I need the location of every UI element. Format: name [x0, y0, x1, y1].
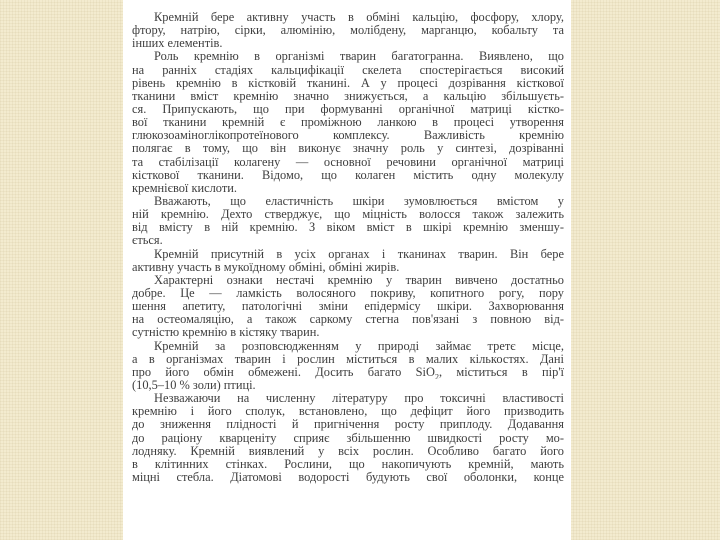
text-line: міцні стебла. Діатомові водорості будують свої оболонки, конце — [132, 470, 564, 484]
text-line: ся. Припускають, що при формуванні органічної матриці кістко- — [132, 102, 564, 116]
document-text — [132, 11, 564, 484]
text-line: Вважають, що еластичність шкіри зумовлюється вмістом у — [154, 194, 564, 208]
text-line: Кремній присутній в усіх органах і тканинах тварин. Він бере — [154, 247, 564, 261]
text-line: до раціону кварценіту сприяє збільшенню швидкості росту мо- — [132, 431, 564, 445]
text-line: Роль кремнію в організмі тварин багатогранна. Виявлено, що — [154, 50, 564, 64]
text-line: сутністю кремнію в кістяку тварин. — [132, 325, 320, 340]
text-line: Характерні ознаки нестачі кремнію у тварин вивчено достатньо — [154, 273, 564, 287]
text-line: та стабілізації колагену — основної речовини органічної матриці — [132, 155, 564, 169]
text-line: шення апетиту, патологічні зміни епідермісу шкіри. Захворювання — [132, 300, 564, 314]
text-line: на остеомаляцію, а також саркому стегна пов'язані з повною від- — [132, 313, 564, 327]
text-line: полягає в тому, що він виконує значну роль у синтезі, дозріванні — [132, 142, 564, 156]
text-line: добре. Це — ламкість волосяного покриву, копитного рогу, пору — [132, 286, 564, 300]
text-line: фтору, натрію, сірки, алюмінію, молібдену, марганцю, кобальту та — [132, 24, 564, 38]
text-line: тканини вміст кремнію значно знижується, а кальцію збільшуєть- — [132, 89, 564, 103]
text-line: Кремній бере активну участь в обміні кальцію, фосфору, хлору, — [154, 11, 564, 24]
text-line: а в організмах тварин і рослин міститься в малих кількостях. Дані — [132, 352, 564, 366]
text-line: Кремній за розповсюдженням у природі займає третє місце, — [154, 339, 564, 353]
text-line: в клітинних стінках. Рослини, що накопичують кремній, мають — [132, 457, 564, 471]
document-page — [123, 0, 571, 540]
text-line: активну участь в мукоїдному обміні, обміні жирів. — [132, 259, 400, 274]
text-line: кісткової тканини. Відомо, що колаген містить одну молекулу — [132, 168, 564, 182]
text-line: (10,5–10 % золи) птиці. — [132, 377, 256, 392]
text-line: ній кремнію. Дехто стверджує, що міцність волосся також залежить — [132, 208, 564, 222]
text-line: інших елементів. — [132, 36, 223, 51]
text-line: кремнієвої кислоти. — [132, 180, 237, 195]
text-line: від вмісту в ній кремнію. З віком вміст в шкірі кремнію зменшу- — [132, 221, 564, 235]
text-line: рівень кремнію в кістковій тканині. А у процесі дозрівання кісткової — [132, 76, 564, 90]
text-line: ється. — [132, 233, 163, 248]
text-line: вої тканини кремній є проміжною ланкою в процесі утворення — [132, 116, 564, 130]
text-line: Незважаючи на численну літературу про токсичні властивості — [154, 392, 564, 406]
text-line: на ранніх стадіях кальцифікації скелета спостерігається високий — [132, 63, 564, 77]
text-line: про його обмін обмежені. Досить багато SiO$_2$, міститься в пір'ї — [132, 365, 564, 379]
text-line: до зниження плідності й пригнічення росту приплоду. Додавання — [132, 418, 564, 432]
text-line: лодняку. Кремній виявлений у всіх рослин. Особливо багато його — [132, 444, 564, 458]
text-line: глюкозоаміноглікопротеїнового комплексу. Важливість кремнію — [132, 129, 564, 143]
text-line: кремнію і його сполук, встановлено, що дефіцит його призводить — [132, 405, 564, 419]
